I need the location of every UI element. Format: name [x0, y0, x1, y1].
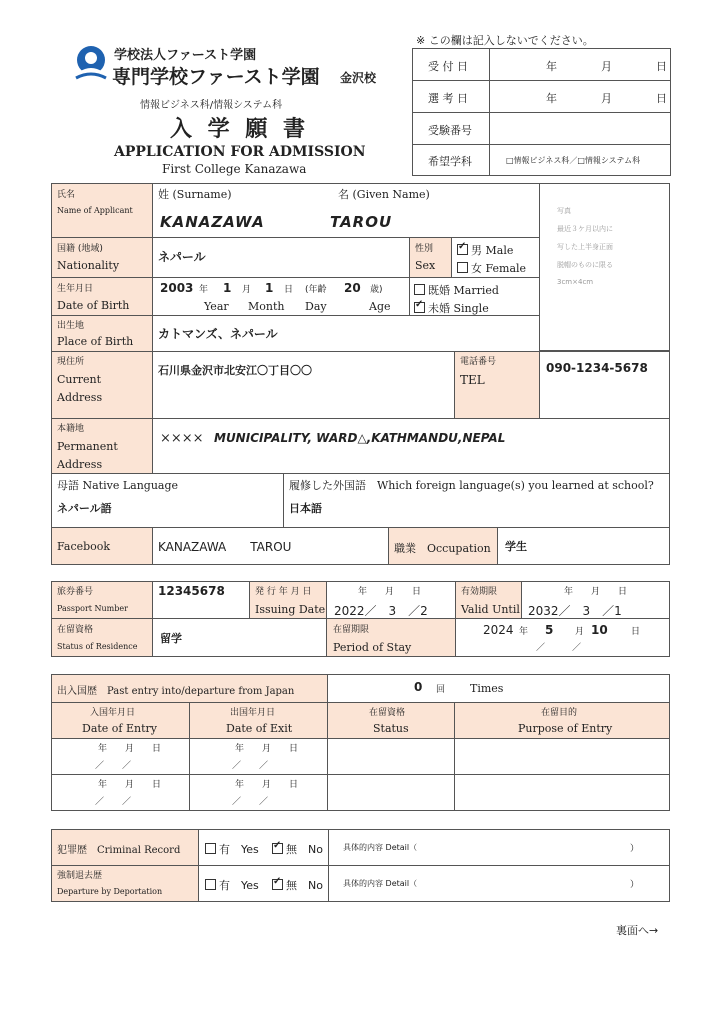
entry-col-ja: 在留資格	[369, 708, 406, 718]
status-value: 留学	[160, 632, 182, 645]
school-logo	[74, 44, 108, 82]
sex-male-option[interactable]: ✓男 Male	[457, 242, 513, 258]
native-language-label: 母語 Native Language	[57, 479, 179, 492]
office-value: 年 月 日	[546, 60, 667, 73]
name-label-ja: 氏名	[57, 190, 76, 200]
single-option[interactable]: ✓未婚 Single	[414, 300, 489, 316]
dob-label-en: Date of Birth	[57, 299, 130, 312]
criminal-detail-close: ）	[630, 844, 640, 854]
deportation-no-option[interactable]: ✓ 無 No	[272, 877, 323, 893]
tel-label-en: TEL	[460, 373, 485, 387]
facebook-label: Facebook	[57, 540, 111, 553]
dob-en-unit: Year	[204, 300, 229, 313]
sex-label-ja: 性別	[415, 244, 434, 254]
permanent-label-en: Address	[57, 458, 103, 471]
exit-date-slashes: ／ ／	[232, 761, 269, 771]
entry-col-ja: 出国年月日	[230, 708, 276, 718]
sex-female-option[interactable]: 女 Female	[457, 260, 526, 276]
photo-note: 最近３ケ月以内に	[557, 225, 613, 233]
exit-date-slashes: ／ ／	[232, 797, 269, 807]
pob-label-en: Place of Birth	[57, 335, 134, 348]
checkbox-checked-icon	[272, 843, 283, 854]
passport-label-ja: 旅券番号	[57, 587, 94, 597]
given-name-label: 名 (Given Name)	[338, 188, 430, 201]
checkbox-icon	[457, 262, 468, 273]
pob-value: カトマンズ、ネパール	[158, 327, 278, 341]
deportation-yes-option[interactable]: 有 Yes	[205, 877, 259, 893]
nationality-label-en: Nationality	[57, 259, 120, 272]
office-note: ※ この欄は記入しないでください。	[416, 34, 594, 47]
nationality-label-ja: 国籍 (地域)	[57, 244, 103, 254]
permanent-field[interactable]	[152, 418, 670, 474]
period-day: 10	[591, 623, 608, 637]
table-row[interactable]	[327, 774, 455, 811]
permanent-label-en: Permanent	[57, 440, 118, 453]
entry-date-slashes: ／ ／	[95, 797, 132, 807]
issue-label-ja: 発 行 年 月 日	[255, 587, 312, 597]
permanent-label-ja: 本籍地	[57, 424, 85, 434]
entry-date-units: 年 月 日	[98, 780, 162, 790]
dob-en-unit: Month	[248, 300, 285, 313]
issue-label-en: Issuing Date	[255, 603, 326, 616]
dob-year: 2003	[160, 281, 194, 295]
deportation-label-ja: 強制退去歴	[57, 871, 103, 881]
entry-count: 0	[414, 680, 423, 694]
entry-col-en: Date of Entry	[82, 722, 158, 735]
next-page-link[interactable]: 裏面へ→	[616, 924, 659, 937]
passport-value: 12345678	[158, 584, 225, 598]
foreign-language-value: 日本語	[289, 502, 322, 515]
criminal-no-option[interactable]: ✓ 無 No	[272, 841, 323, 857]
dob-en-unit: Day	[305, 300, 327, 313]
deportation-detail-label: 具体的内容 Detail（	[343, 879, 418, 888]
entry-date-units: 年 月 日	[98, 744, 162, 754]
entry-times: Times	[470, 682, 504, 695]
period-label-ja: 在留期限	[333, 625, 370, 635]
valid-label-en: Valid Until	[461, 603, 520, 616]
foreign-language-label: 履修した外国語 Which foreign language(s) you learned at school?	[289, 479, 654, 492]
native-language-value: ネパール語	[57, 502, 112, 515]
entry-col-ja: 在留目的	[541, 708, 578, 718]
office-label: 受験番号	[428, 124, 472, 137]
office-label: 選 考 日	[428, 92, 468, 105]
surname-label: 姓 (Surname)	[158, 188, 232, 201]
entry-count-unit: 回	[436, 685, 446, 695]
entry-label: 出入国歴 Past entry into/departure from Japan	[57, 686, 295, 697]
dob-day: 1	[265, 281, 274, 295]
issue-value: 2022／ 3 ／2	[334, 604, 428, 618]
dob-label-ja: 生年月日	[57, 284, 94, 294]
married-option[interactable]: 既婚 Married	[414, 282, 499, 298]
criminal-detail-label: 具体的内容 Detail（	[343, 843, 418, 852]
occupation-value: 学生	[505, 540, 527, 553]
checkbox-checked-icon	[414, 302, 425, 313]
checkbox-icon	[205, 879, 216, 890]
facebook-value: KANAZAWA TAROU	[158, 540, 292, 554]
title-ja: 入 学 願 書	[170, 116, 309, 142]
entry-col-ja: 入国年月日	[90, 708, 136, 718]
status-label-en: Status of Residence	[57, 642, 138, 651]
permanent-value: MUNICIPALITY, WARD△,KATHMANDU,NEPAL	[214, 431, 506, 445]
period-label-en: Period of Stay	[333, 641, 412, 654]
deportation-label-en: Departure by Deportation	[57, 887, 163, 896]
address-value: 石川県金沢市北安江〇丁目〇〇	[158, 364, 312, 377]
tel-value: 090-1234-5678	[546, 361, 648, 375]
dob-month: 1	[223, 281, 232, 295]
address-label-en: Address	[57, 391, 103, 404]
checkbox-icon	[414, 284, 425, 295]
passport-label-en: Passport Number	[57, 604, 128, 613]
office-label: 受 付 日	[428, 60, 468, 73]
exit-date-units: 年 月 日	[235, 780, 299, 790]
period-unit: 年	[519, 627, 529, 637]
office-value: □情報ビジネス科／□情報システム科	[506, 156, 641, 165]
period-unit: 月	[575, 627, 585, 637]
checkbox-checked-icon	[457, 244, 468, 255]
photo-note: 写した上半身正面	[557, 243, 613, 251]
period-unit: 日	[631, 627, 641, 637]
occupation-label: 職業 Occupation	[394, 542, 491, 555]
table-row[interactable]	[454, 738, 670, 775]
issue-header: 年 月 日	[358, 587, 422, 597]
entry-col-en: Date of Exit	[226, 722, 293, 735]
permanent-prefix: ××××	[160, 431, 204, 446]
school-corp: 学校法人ファースト学園	[114, 48, 257, 63]
tel-label-ja: 電話番号	[460, 357, 497, 367]
checkbox-icon	[205, 843, 216, 854]
dob-ja-unit: 年	[199, 285, 209, 295]
photo-note: 写真	[557, 207, 571, 215]
given-name-value: TAROU	[330, 213, 393, 231]
subtitle: First College Kanazawa	[162, 162, 307, 176]
table-row[interactable]	[327, 738, 455, 775]
pob-label-ja: 出生地	[57, 321, 85, 331]
dob-ja-unit: 歳)	[370, 285, 383, 295]
photo-note: 3cm×4cm	[557, 278, 594, 286]
checkbox-checked-icon	[272, 879, 283, 890]
valid-label-ja: 有効期限	[461, 587, 498, 597]
entry-date-slashes: ／ ／	[95, 761, 132, 771]
departments: 情報ビジネス科/情報システム科	[140, 100, 283, 111]
criminal-yes-option[interactable]: 有 Yes	[205, 841, 259, 857]
title-en: APPLICATION FOR ADMISSION	[114, 144, 366, 160]
office-value: 年 月 日	[546, 92, 667, 105]
criminal-label: 犯罪歴 Criminal Record	[57, 845, 181, 856]
valid-header: 年 月 日	[564, 587, 628, 597]
school-campus: 金沢校	[340, 71, 377, 85]
period-year: 2024	[483, 623, 514, 637]
dob-ja-unit: 日	[284, 285, 294, 295]
surname-value: KANAZAWA	[160, 213, 265, 231]
office-label: 希望学科	[428, 155, 472, 168]
dob-ja-unit: 月	[242, 285, 252, 295]
sex-label-en: Sex	[415, 259, 436, 272]
nationality-value: ネパール	[158, 250, 206, 264]
period-month: 5	[545, 623, 554, 637]
photo-note: 脱帽のものに限る	[557, 261, 613, 269]
deportation-detail-close: ）	[630, 880, 640, 890]
dob-ja-unit: (年齢	[305, 285, 327, 295]
entry-col-en: Purpose of Entry	[518, 722, 613, 735]
age-value: 20	[344, 281, 361, 295]
school-name: 専門学校ファースト学園	[112, 66, 320, 88]
dob-en-unit: Age	[369, 300, 391, 313]
period-slashes: ／ ／	[536, 643, 582, 653]
name-label-en: Name of Applicant	[57, 206, 133, 215]
address-label-en: Current	[57, 373, 102, 386]
exit-date-units: 年 月 日	[235, 744, 299, 754]
valid-value: 2032／ 3 ／1	[528, 604, 622, 618]
address-label-ja: 現住所	[57, 357, 85, 367]
table-row[interactable]	[454, 774, 670, 811]
status-label-ja: 在留資格	[57, 625, 94, 635]
entry-col-en: Status	[373, 722, 409, 735]
